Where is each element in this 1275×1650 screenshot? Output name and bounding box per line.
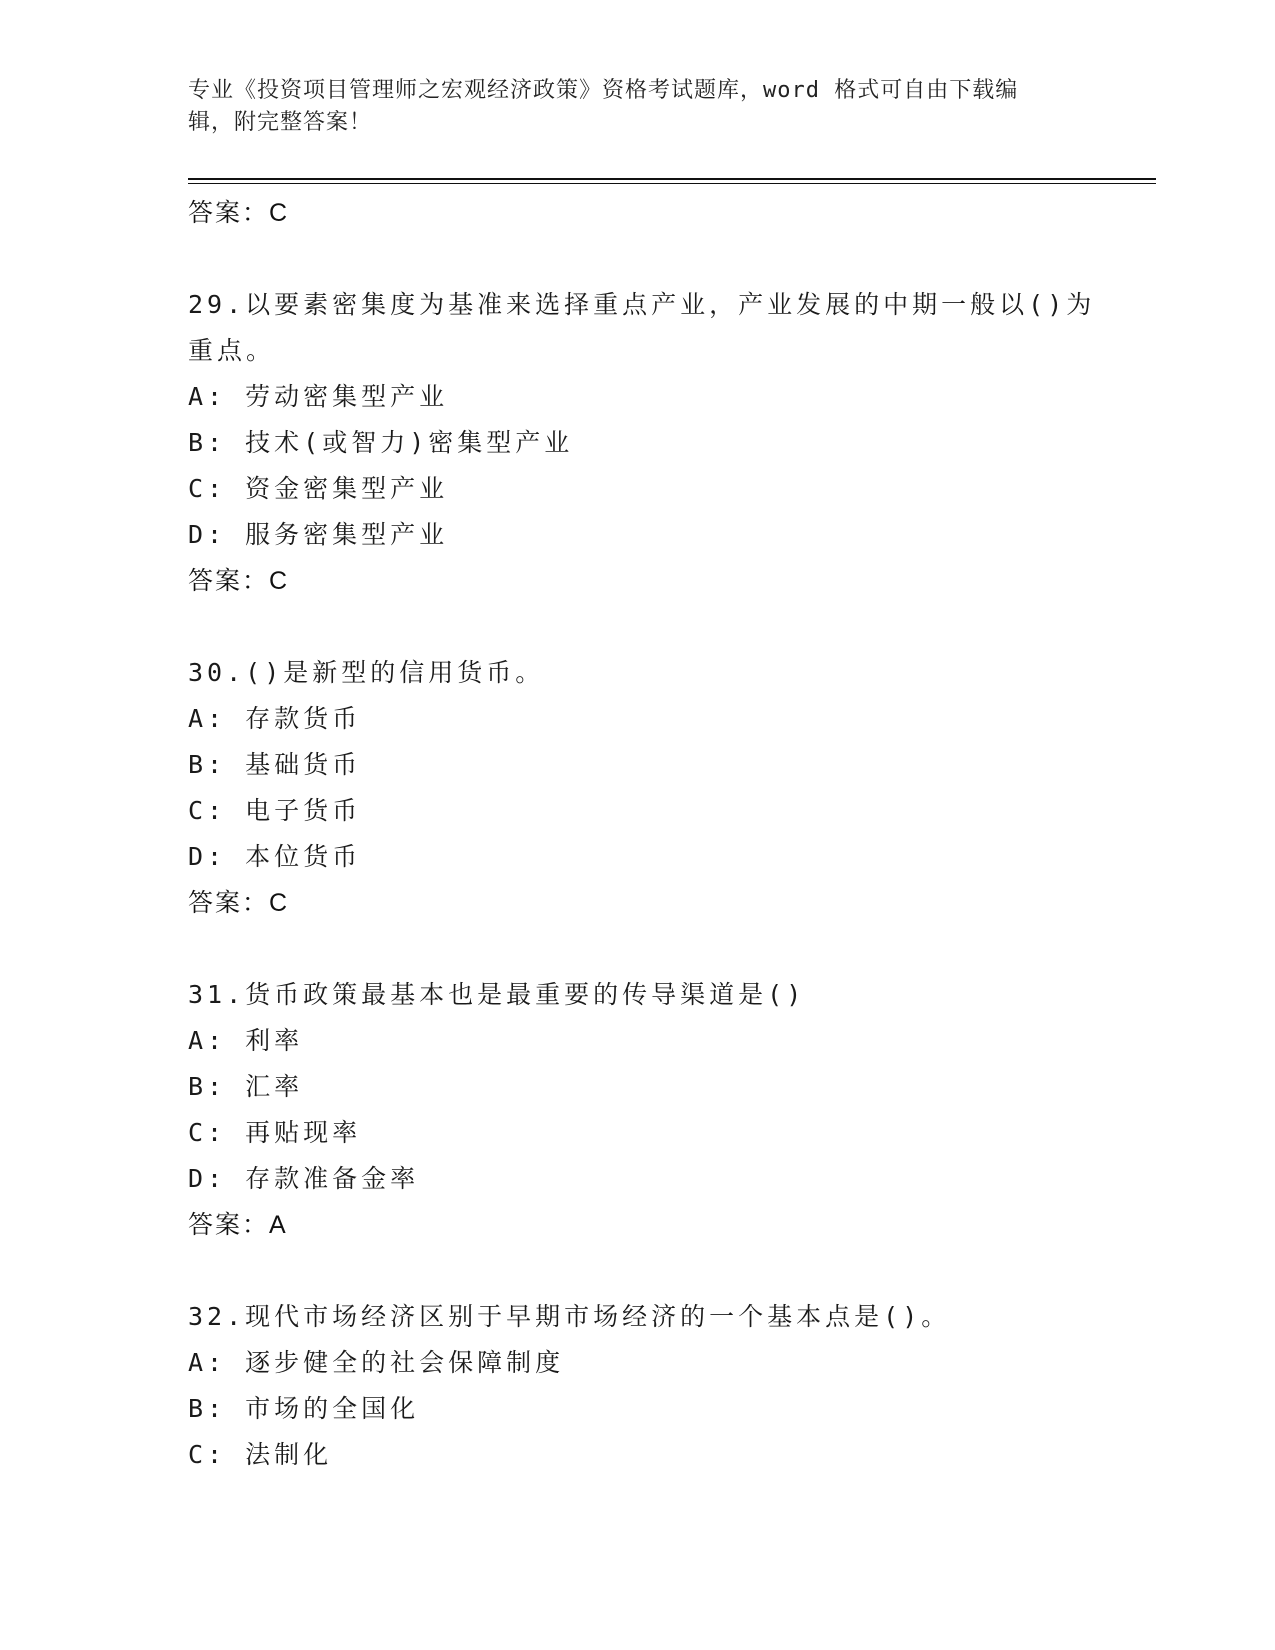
question-29-option-a: A: 劳动密集型产业	[188, 382, 449, 411]
question-30-option-a: A: 存款货币	[188, 704, 362, 733]
question-32	[188, 1294, 1118, 1478]
question-32-stem: 32.现代市场经济区别于早期市场经济的一个基本点是()。	[188, 1302, 951, 1331]
question-31-option-a: A: 利率	[188, 1026, 304, 1055]
question-29-option-d: D: 服务密集型产业	[188, 520, 449, 549]
question-30-stem: 30.()是新型的信用货币。	[188, 658, 545, 687]
question-31-option-b: B: 汇率	[188, 1072, 304, 1101]
question-29-option-b: B: 技术(或智力)密集型产业	[188, 428, 574, 457]
question-list	[188, 190, 1118, 1478]
previous-answer: 答案：C	[188, 199, 290, 227]
question-31-answer: 答案：A	[188, 1211, 288, 1239]
question-31	[188, 972, 1118, 1248]
question-31-option-d: D: 存款准备金率	[188, 1164, 420, 1193]
question-30-option-c: C: 电子货币	[188, 796, 362, 825]
question-29-answer: 答案：C	[188, 567, 290, 595]
question-31-option-c: C: 再贴现率	[188, 1118, 362, 1147]
question-30-option-d: D: 本位货币	[188, 842, 362, 871]
question-32-option-b: B: 市场的全国化	[188, 1394, 420, 1423]
header-divider-thick	[188, 178, 1156, 180]
header-line-1: 专业《投资项目管理师之宏观经济政策》资格考试题库，word 格式可自由下载编	[188, 78, 1019, 103]
question-30-option-b: B: 基础货币	[188, 750, 362, 779]
header-line-2: 辑，附完整答案！	[188, 110, 373, 135]
question-29	[188, 282, 1118, 604]
document-header	[188, 75, 1088, 139]
question-31-stem: 31.货币政策最基本也是最重要的传导渠道是()	[188, 980, 806, 1009]
question-32-option-a: A: 逐步健全的社会保障制度	[188, 1348, 565, 1377]
question-29-option-c: C: 资金密集型产业	[188, 474, 449, 503]
header-divider-thin	[188, 183, 1156, 184]
question-30	[188, 650, 1118, 926]
question-29-stem-line-1: 29.以要素密集度为基准来选择重点产业，产业发展的中期一般以()为	[188, 290, 1096, 319]
question-30-answer: 答案：C	[188, 889, 290, 917]
question-29-stem-line-2: 重点。	[188, 336, 276, 365]
question-32-option-c: C: 法制化	[188, 1440, 333, 1469]
